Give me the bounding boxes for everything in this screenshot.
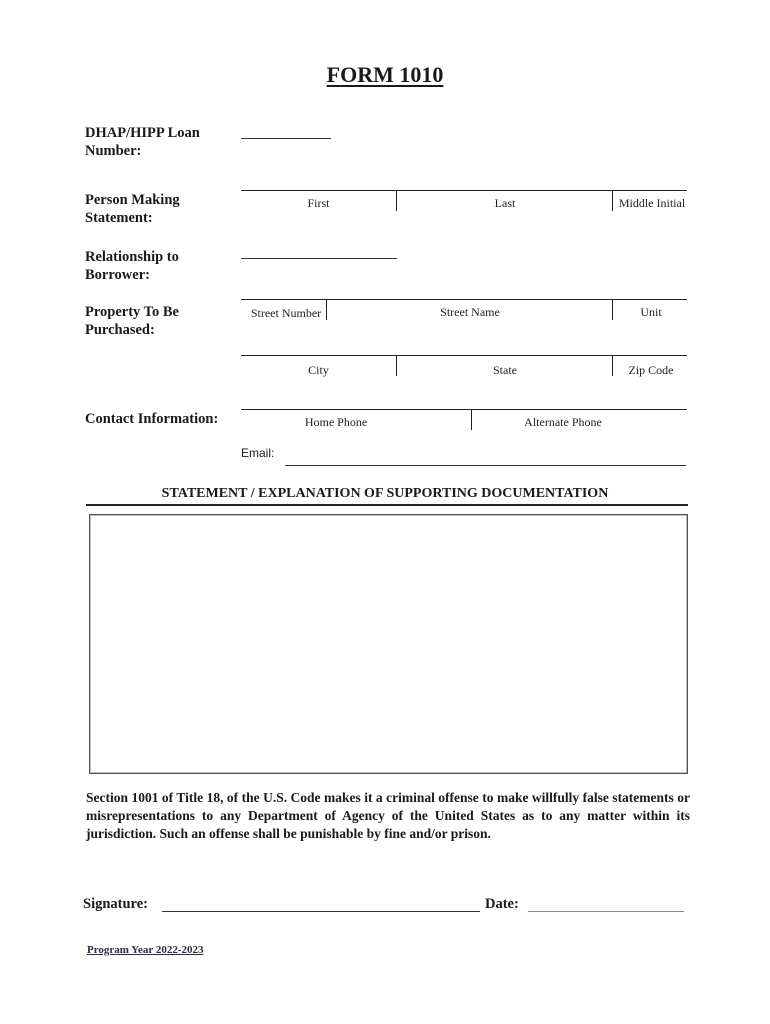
loan-number-label: DHAP/HIPP Loan Number: (85, 125, 200, 159)
first-name-sublabel: First (307, 196, 330, 210)
statement-heading-rule (86, 504, 688, 506)
address1-divider-1 (326, 300, 327, 320)
program-year: Program Year 2022-2023 (87, 944, 204, 956)
address-line1-field[interactable] (241, 299, 687, 300)
person-divider-2 (612, 191, 613, 211)
date-field[interactable] (528, 911, 684, 912)
unit-sublabel: Unit (640, 305, 662, 319)
state-sublabel: State (493, 363, 517, 377)
middle-initial-sublabel: Middle Initial (618, 196, 686, 210)
phone-divider (471, 410, 472, 430)
contact-label: Contact Information: (85, 411, 219, 427)
form-title: FORM 1010 (326, 62, 444, 87)
address1-divider-2 (612, 300, 613, 320)
relationship-label: Relationship to Borrower: (85, 249, 179, 283)
address-line2-field[interactable] (241, 355, 687, 356)
signature-field[interactable] (162, 911, 480, 912)
person-divider-1 (396, 191, 397, 211)
signature-label: Signature: (83, 896, 148, 912)
home-phone-sublabel: Home Phone (304, 415, 368, 429)
street-number-sublabel: Street Number (250, 306, 322, 320)
street-name-sublabel: Street Name (440, 305, 500, 319)
phone-field-line[interactable] (241, 409, 687, 410)
zip-code-sublabel: Zip Code (628, 363, 674, 377)
statement-heading: STATEMENT / EXPLANATION OF SUPPORTING DOCUMENTATION (161, 486, 609, 501)
property-label: Property To Be Purchased: (85, 304, 179, 338)
alternate-phone-sublabel: Alternate Phone (524, 415, 602, 429)
address2-divider-2 (612, 356, 613, 376)
loan-number-field[interactable] (241, 138, 331, 139)
email-label: Email: (241, 446, 275, 460)
legal-notice: Section 1001 of Title 18, of the U.S. Code makes it a criminal offense to make willfully false statements or misrepresentations to any Department of Agency of the United States as to any matter within its jurisdiction. Such an offense shall be punishable by fine and/or prison. (86, 790, 690, 841)
last-name-sublabel: Last (494, 196, 516, 210)
address2-divider-1 (396, 356, 397, 376)
date-label: Date: (485, 896, 519, 912)
email-field[interactable] (285, 465, 686, 466)
person-label: Person Making Statement: (85, 192, 180, 226)
person-field-line[interactable] (241, 190, 687, 191)
city-sublabel: City (308, 363, 329, 377)
statement-textbox[interactable] (89, 514, 688, 774)
relationship-field[interactable] (241, 258, 397, 259)
